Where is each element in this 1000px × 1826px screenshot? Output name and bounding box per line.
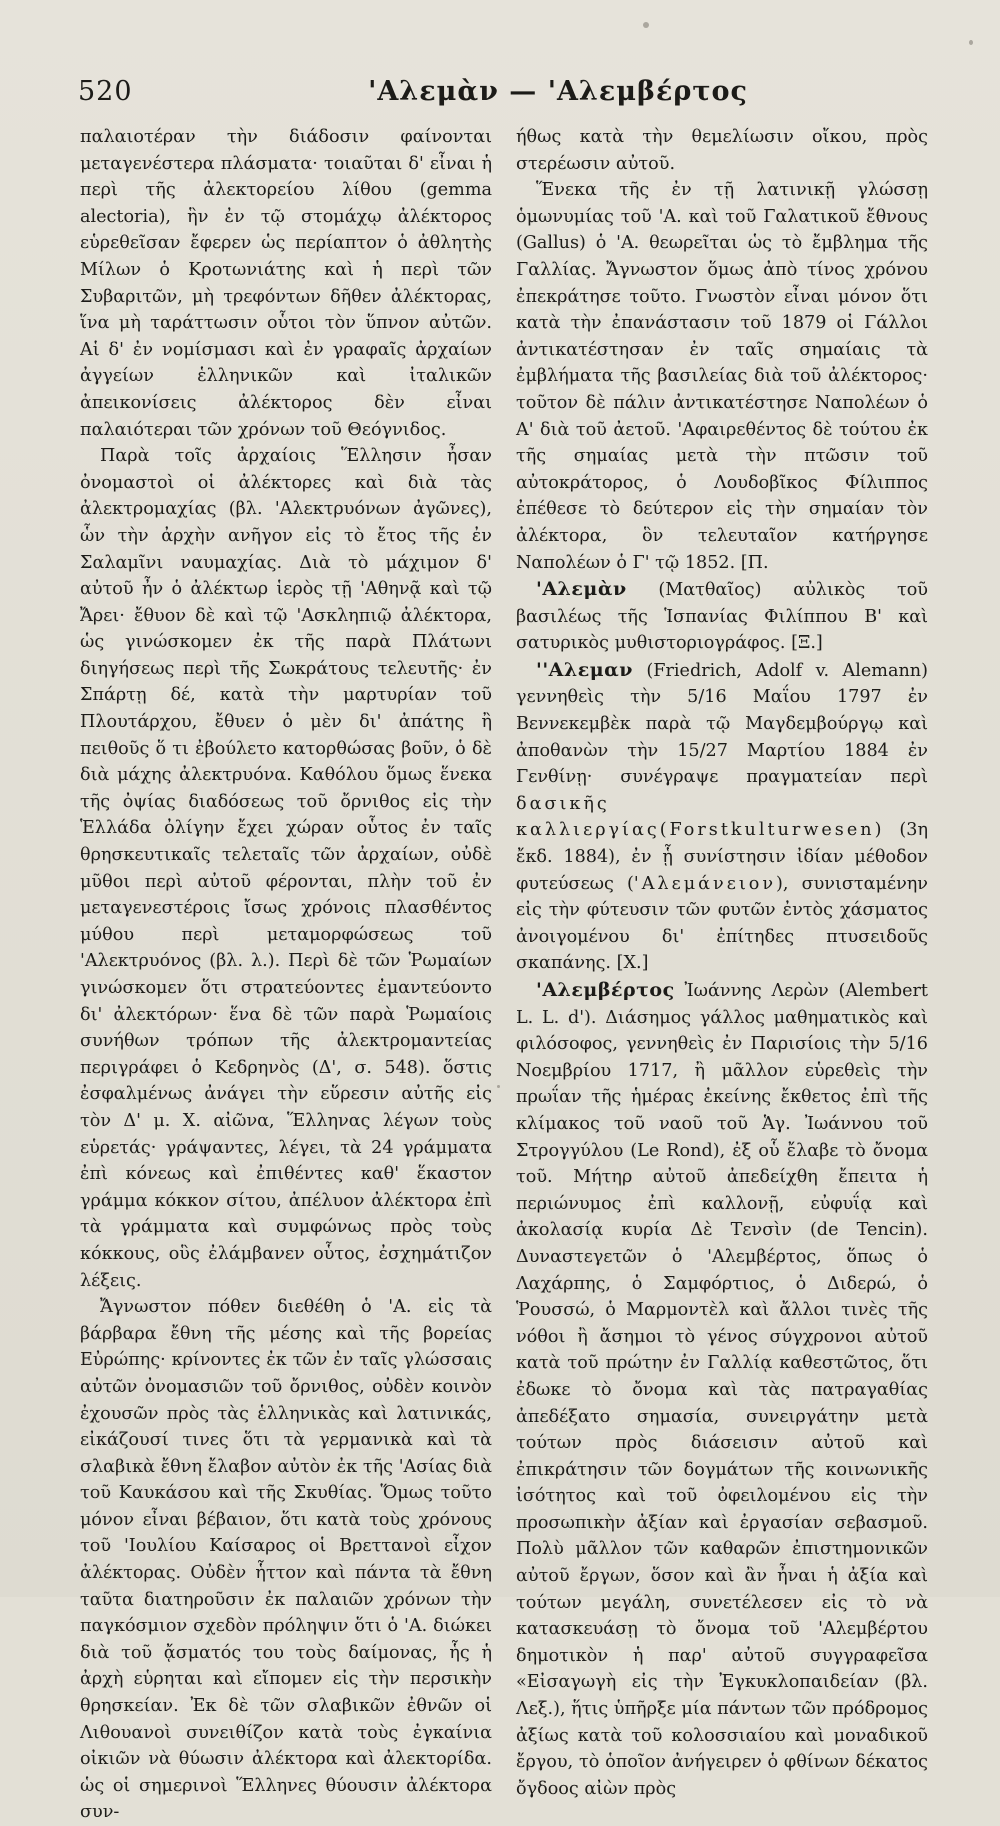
paragraph: παλαιοτέραν τὴν διάδοσιν φαίνονται μεταγενέστερα πλάσματα· τοιαῦται δ' εἶναι ἡ περὶ τῆς ἀλεκτορείου λίθου (gemma alectoria), ἣν ἐν τῷ στομάχῳ ἀλέκτορος εὑρεθεῖσαν ἔφερεν ὡς περίαπτον ὁ ἀθλητὴς Μίλων ὁ Κροτωνιάτης καὶ ἡ περὶ τῶν Συβαριτῶν, μὴ τρεφόντων δῆθεν ἀλέκτορας, ἵνα μὴ ταράττωσιν οὗτοι τὸν ὕπνον αὐτῶν. Αἱ δ' ἐν νομίσμασι καὶ ἐν γραφαῖς ἀρχαίων ἀγγείων ἑλληνικῶν καὶ ἰταλικῶν ἀπεικονίσεις ἀλέκτορος δὲν εἶναι παλαιότεραι τῶν χρόνων τοῦ Θεόγνιδος.	[80, 127, 492, 440]
paragraph: Παρὰ τοῖς ἀρχαίοις Ἕλλησιν ἦσαν ὀνομαστοὶ οἱ ἀλέκτορες καὶ διὰ τὰς ἀλεκτρομαχίας (βλ. 'Αλεκτρυόνων ἀγῶνες), ὧν τὴν ἀρχὴν ανῆγον εἰς τὸ ἔτος τῆς ἐν Σαλαμῖνι ναυμαχίας. Διὰ τὸ μάχιμον δ' αὐτοῦ ἦν ὁ ἀλέκτωρ ἱερὸς τῇ 'Αθηνᾷ καὶ τῷ Ἄρει· ἔθυον δὲ καὶ τῷ 'Ασκληπιῷ ἀλέκτορα, ὡς γινώσκομεν ἐκ τῆς παρὰ Πλάτωνι διηγήσεως περὶ τῆς Σωκράτους τελευτῆς· ἐν Σπάρτῃ δέ, κατὰ τὴν μαρτυρίαν τοῦ Πλουτάρχου, ἔθυεν ὁ μὲν δι' ἀπάτης ἢ πειθοῦς ὅ τι ἐβούλετο κατορθώσας βοῦν, ὁ δὲ διὰ μάχης ἀλεκτρυόνα. Καθόλου ὅμως ἕνεκα τῆς ὀψίας διαδόσεως τοῦ ὄρνιθος εἰς τὴν Ἑλλάδα ὀλίγην ἔχει χώραν οὗτος ἐν ταῖς θρησκευτικαῖς τελεταῖς τῶν ἀρχαίων, οὐδὲ μῦθοι περὶ αὐτοῦ φέρονται, πλὴν τοῦ ἐν μεταγενεστέροις ἴσως χρόνοις πλασθέντος μύθου περὶ μεταμορφώσεως τοῦ 'Αλεκτρυόνος (βλ. λ.). Περὶ δὲ τῶν Ῥωμαίων γινώσκομεν ὅτι στρατεύοντες ἐμαντεύοντο δι' ἀλεκτόρων· ἕνα δὲ τῶν παρὰ Ῥωμαίοις συνήθων τρόπων τῆς ἀλεκτρομαντείας περιγράφει ὁ Κεδρηνὸς (Δ', σ. 548). ὅστις ἐσφαλμένως ἀνάγει τὴν εὕρεσιν αὐτῆς εἰς τὸν Δ' μ. Χ. αἰῶνα, Ἕλληνας λέγων τοὺς εὑρετάς· γράψαντες, λέγει, τὰ 24 γράμματα ἐπὶ κόνεως καὶ ἐπιθέντες καθ' ἕκαστον γράμμα κόκκον σίτου, ἀπέλυον ἀλέκτορα ἐπὶ τὰ γράμματα καὶ συμφώνως πρὸς τοὺς κόκκους, οὓς ἐλάμβανεν οὗτος, ἐσχημάτιζον λέξεις.	[80, 446, 492, 1291]
entry-headword: 'Αλεμὰν	[536, 578, 627, 601]
spaced-title: δασικῆς καλλιεργίας	[516, 793, 660, 841]
ink-speck	[643, 22, 649, 28]
running-head: 'Αλεμὰν — 'Αλεμβέρτος	[368, 76, 748, 107]
entry-text: ), συνισταμένην εἰς τὴν φύτευσιν τῶν φυτῶν ἐντὸς χάσματος ἀνοιγομένου δι' ἐπίτηδες πτυσειδοῦς σκαπάνης. [Χ.]	[516, 873, 929, 974]
entry-text: (3η ἔκδ. 1884), ἐν ᾗ συνίστησιν ἰδίαν μέθοδον φυτεύσεως (	[516, 820, 928, 894]
ink-speck	[969, 40, 973, 45]
entry-aleman-matthaios	[516, 576, 928, 657]
entry-headword: ''Αλεμαν	[536, 658, 633, 681]
page-header	[78, 70, 928, 118]
right-column	[516, 124, 928, 1802]
paragraph-continuation: ήθως κατὰ τὴν θεμελίωσιν οἴκου, πρὸς στερέωσιν αὐτοῦ.	[516, 127, 928, 174]
spaced-title-german: (Forstkulturwesen)	[659, 820, 885, 841]
entry-alembertos	[516, 977, 928, 1802]
entry-text: (Ματθαῖος) αὐλικὸς τοῦ βασιλέως τῆς Ἱσπανίας Φιλίππου Β' καὶ σατυρικὸς μυθιστοριογράφος. [Ξ.]	[516, 580, 928, 654]
page-number: 520	[78, 76, 133, 107]
spaced-method: 'Αλεμάνειον	[633, 873, 777, 894]
paragraph-gallus: Ἕνεκα τῆς ἐν τῇ λατινικῇ γλώσσῃ ὁμωνυμίας τοῦ 'Α. καὶ τοῦ Γαλατικοῦ ἔθνους (Gallus) ὁ 'Α. θεωρεῖται ὡς τὸ ἔμβλημα τῆς Γαλλίας. Ἄγνωστον ὅμως ἀπὸ τίνος χρόνου ἐπεκράτησε τοῦτο. Γνωστὸν εἶναι μόνον ὅτι κατὰ τὴν ἐπανάστασιν τοῦ 1879 οἱ Γάλλοι ἀντικατέστησαν ἐν ταῖς σημαίαις τὰ ἐμβλήματα τῆς βασιλείας διὰ τοῦ ἀλέκτορος· τοῦτον δὲ πάλιν ἀντικατέστησε Ναπολέων ὁ Α' διὰ τοῦ ἀετοῦ. 'Αφαιρεθέντος δὲ τούτου ἐκ τῆς σημαίας μετὰ τὴν πτῶσιν τοῦ αὐτοκράτορος, ὁ Λουδοβῖκος Φίλιππος ἐπέθεσε τὸ δεύτερον εἰς τὴν σημαίαν τὸν ἀλέκτορα, ὃν τελευταῖον κατήργησε Ναπολέων ὁ Γ' τῷ 1852. [Π.	[516, 180, 928, 573]
entry-headword: 'Αλεμβέρτος	[536, 979, 675, 1001]
left-column	[80, 124, 492, 1826]
entry-aleman-friedrich	[516, 657, 928, 977]
entry-text: Ἰωάννης Λερὼν (Alembert L. L. d'). Διάσημος γάλλος μαθηματικὸς καὶ φιλόσοφος, γεννηθεὶς ἐν Παρισίοις τὴν 5/16 Νοεμβρίου 1717, ἢ μᾶλλον εὑρεθεὶς τὴν πρωΐαν τῆς ἡμέρας ἐκείνης ἔκθετος ἐπὶ τῆς κλίμακος τοῦ ναοῦ τοῦ Ἁγ. Ἰωάννου τοῦ Στρογγύλου (Le Rond), ἐξ οὗ ἔλαβε τὸ ὄνομα τοῦ. Μήτηρ αὐτοῦ ἀπεδείχθη ἔπειτα ἡ περιώνυμος ἐπὶ καλλονῇ, εὐφυΐᾳ καὶ ἀκολασίᾳ κυρία Δὲ Τενσὶν (de Tencin). Δυναστεγετῶν ὁ 'Αλεμβέρτος, ὅπως ὁ Λαχάρπης, ὁ Σαμφόρτιος, ὁ Διδερώ, ὁ Ῥουσσώ, ὁ Μαρμοντὲλ καὶ ἄλλοι τινὲς τῆς νόθοι ἢ ἄσημοι τὸ γένος σύγχρονοι αὐτοῦ κατὰ τοῦ πρώτην ἐν Γαλλίᾳ καθεστῶτος, ὅτι ἐδωκε τὸ ὄνομα καὶ τὰς πατραγαθίας ἀπεδέξατο σημασία, συνειργάτην μετὰ τούτων πρὸς διάσεισιν αὐτοῦ καὶ ἐπικράτησιν τῶν δογμάτων τῆς κοινωνικῆς ἰσότητος καὶ τοῦ ὀφειλομένου εἰς τὴν προσωπικὴν ἀξίαν καὶ ἐργασίαν σεβασμοῦ. Πολὺ μᾶλλον τῶν καθαρῶν ἐπιστημονικῶν αὐτοῦ ἔργων, ὅσον καὶ ἂν ἦναι ἡ ἀξία καὶ τούτων μεγάλη, συνετέλεσεν εἰς τὸ νὰ κατασκευάσῃ τὸ ὄνομα τοῦ 'Αλεμβέρτου δημοτικὸν ἡ παρ' αὐτοῦ συγγραφεῖσα «Εἰσαγωγὴ εἰς τὴν Ἐγκυκλοπαιδείαν (βλ. Λεξ.), ἥτις ὑπῆρξε μία πάντων τῶν πρόδρομος ἀξίως κατὰ τοῦ κολοσσιαίου καὶ μοναδικοῦ ἔργου, τὸ ὁποῖον ἀνήγειρεν ὁ φθίνων δέκατος ὄγδοος αἰὼν πρὸς	[516, 981, 928, 1799]
ink-speck	[497, 1085, 500, 1088]
paragraph: Ἄγνωστον πόθεν διεθέθη ὁ 'Α. εἰς τὰ βάρβαρα ἔθνη τῆς μέσης καὶ τῆς βορείας Εὐρώπης· κρίνοντες ἐκ τῶν ἐν ταῖς γλώσσαις αὐτῶν ὀνομασιῶν τοῦ ὄρνιθος, οὐδὲν κοινὸν ἐχουσῶν πρὸς τὰς ἑλληνικὰς καὶ λατινικάς, εἰκάζουσί τινες ὅτι τὰ γερμανικὰ καὶ τὰ σλαβικὰ ἔθνη ἔλαβον αὐτὸν ἐκ τῆς 'Ασίας διὰ τοῦ Καυκάσου καὶ τῆς Σκυθίας. Ὅμως τοῦτο μόνον εἶναι βέβαιον, ὅτι κατὰ τοὺς χρόνους τοῦ 'Ιουλίου Καίσαρος οἱ Βρεττανοὶ εἶχον ἀλέκτορας. Οὐδὲν ἧττον καὶ πάντα τὰ ἔθνη ταῦτα διατηροῦσιν ἐκ παλαιῶν χρόνων τὴν παγκόσμιον σχεδὸν πρόληψιν ὅτι ὁ 'Α. διώκει διὰ τοῦ ᾄσματός του τοὺς δαίμονας, ἧς ἡ ἀρχὴ εὑρηται καὶ εἴπομεν εἰς τὴν περσικὴν θρησκείαν. Ἐκ δὲ τῶν σλαβικῶν ἐθνῶν οἱ Λιθουανοὶ συνειθίζον κατὰ τοὺς ἐγκαίνια οἰκιῶν νὰ θύωσιν ἀλέκτορα καὶ ἀλεκτορίδα. ὡς οἱ σημερινοὶ Ἕλληνες θύουσιν ἀλέκτορα συν-	[80, 1297, 492, 1823]
entry-text: (Friedrich, Adolf v. Alemann) γεννηθεὶς τὴν 5/16 Μαΐου 1797 ἐν Βεννεκεμβὲκ παρὰ τῷ Μαγδεμβούργῳ καὶ ἀποθανὼν τὴν 15/27 Μαρτίου 1884 ἐν Γενθίνῃ· συνέγραψε πραγματείαν περὶ	[516, 660, 928, 788]
